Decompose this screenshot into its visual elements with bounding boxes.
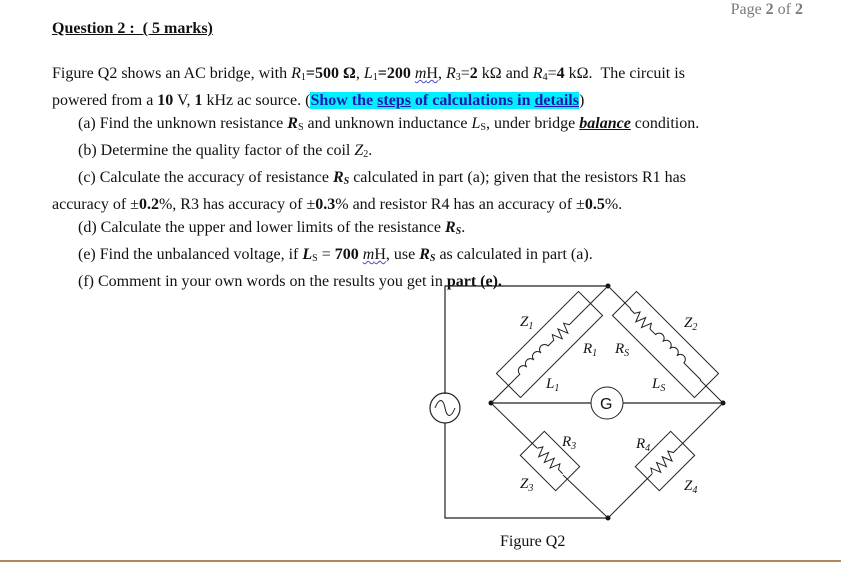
svg-text:Z2 [684, 315, 697, 333]
unit: kΩ. [564, 65, 593, 82]
text: . [461, 219, 466, 236]
label: R [636, 436, 646, 452]
value: =200 [377, 65, 415, 82]
ac-source-icon [430, 393, 460, 423]
text: = [460, 65, 470, 82]
text: (c) Calculate the accuracy of resistance [78, 169, 333, 186]
svg-text:R1 [582, 341, 597, 359]
label: Z [520, 476, 529, 492]
svg-text:R4 [635, 436, 650, 454]
sub: S [480, 122, 486, 133]
var: R [532, 65, 543, 82]
var: R [291, 65, 301, 82]
var: R [444, 219, 456, 236]
value: 0.2 [138, 196, 159, 213]
galvanometer-label: G [600, 396, 613, 413]
var: L [302, 246, 313, 263]
svg-text:Z3 [520, 476, 533, 494]
value: 0.3 [315, 196, 336, 213]
label: Z [520, 314, 529, 330]
z2-impedance-box [612, 291, 718, 397]
unit: H [426, 65, 438, 82]
text: as calculated in part (a). [435, 246, 593, 263]
sub: S [624, 348, 630, 359]
text: and unknown inductance [303, 115, 472, 132]
figure-caption: Figure Q2 [500, 533, 566, 550]
sub: 1 [554, 383, 560, 394]
text: ) [578, 92, 585, 109]
page-current: 2 [765, 1, 774, 18]
sub: S [343, 176, 350, 187]
sub: 1 [528, 321, 534, 332]
label: Z [684, 315, 693, 331]
var: Z [354, 142, 364, 159]
text: calculated in part (a); given that the resistors R1 has [349, 169, 686, 186]
keyword: balance [579, 115, 631, 132]
page-of: of [773, 1, 795, 18]
text: , use [385, 246, 420, 263]
text: (b) Determine the quality factor of the coil [78, 142, 355, 159]
text: V, [173, 92, 195, 109]
label: L [652, 376, 661, 392]
text: steps [377, 92, 411, 109]
value: 10 [157, 92, 174, 109]
sub: 4 [645, 443, 651, 454]
sub: S [660, 383, 666, 394]
sub: 4 [692, 485, 698, 496]
sub: S [455, 226, 462, 237]
label: R [562, 434, 572, 450]
text: of calculations in [410, 92, 535, 109]
sub: 1 [372, 72, 378, 83]
text: condition. [630, 115, 700, 132]
text: = [547, 65, 557, 82]
text: (e) Find the unbalanced voltage, if [78, 246, 303, 263]
value: 1 [194, 92, 203, 109]
sub: 4 [542, 72, 548, 83]
text: kHz ac source. ( [202, 92, 311, 109]
page-prefix: Page [730, 1, 766, 18]
text: , [355, 65, 364, 82]
value: 700 [334, 246, 363, 263]
unit: kΩ [477, 65, 502, 82]
sub: S [297, 122, 304, 133]
label: Z [684, 478, 693, 494]
unit: m [362, 246, 375, 263]
page-total: 2 [795, 1, 803, 18]
unit: m [414, 65, 427, 82]
text: and [501, 65, 533, 82]
svg-text:LS [651, 376, 665, 394]
label: R [615, 341, 625, 357]
var: R [287, 115, 298, 132]
var: R [445, 65, 456, 82]
text: accuracy of ± [52, 196, 139, 213]
text: (a) Find the unknown resistance [78, 115, 288, 132]
sub: 1 [592, 348, 598, 359]
wire-top [445, 286, 608, 394]
value: 4 [556, 65, 565, 82]
text: Figure Q2 shows an AC bridge, with [52, 65, 292, 82]
svg-text:Z1 [520, 314, 533, 332]
text: %, R3 has accuracy of ± [158, 196, 316, 213]
sub: 3 [571, 441, 577, 452]
var: R [332, 169, 344, 186]
unit: H [374, 246, 386, 263]
value: =500 Ω [305, 65, 356, 82]
value: 0.5 [584, 196, 605, 213]
sub: 3 [455, 72, 461, 83]
svg-text:R3 [561, 434, 576, 452]
label: R [583, 341, 593, 357]
sub: S [429, 253, 436, 264]
text: details [534, 92, 579, 109]
var: L [471, 115, 481, 132]
svg-text:RS [614, 341, 629, 359]
text: , under bridge [485, 115, 580, 132]
var: L [363, 65, 373, 82]
sub: S [312, 253, 318, 264]
text: (f) Comment in your own words on the results you get in [78, 273, 447, 290]
text: = [317, 246, 335, 263]
label: L [546, 376, 555, 392]
sub: 1 [300, 72, 306, 83]
text: . [368, 142, 373, 159]
question-title: Question 2 : ( 5 marks) [52, 20, 213, 37]
text: % and resistor R4 has an accuracy of ± [335, 196, 585, 213]
svg-text:Z4 [684, 478, 697, 496]
var: R [419, 246, 430, 263]
sub: 2 [692, 322, 698, 333]
text: Show the [310, 92, 378, 109]
sub: 3 [528, 483, 534, 494]
text: part (e). [446, 273, 502, 290]
sub: 2 [363, 149, 369, 160]
text: (d) Calculate the upper and lower limits of the resistance [78, 219, 445, 236]
text: , [437, 65, 446, 82]
value: 2 [469, 65, 478, 82]
text: %. [604, 196, 623, 213]
text: The circuit is [592, 65, 685, 82]
svg-text:L1 [545, 376, 559, 394]
text: powered from a [52, 92, 158, 109]
